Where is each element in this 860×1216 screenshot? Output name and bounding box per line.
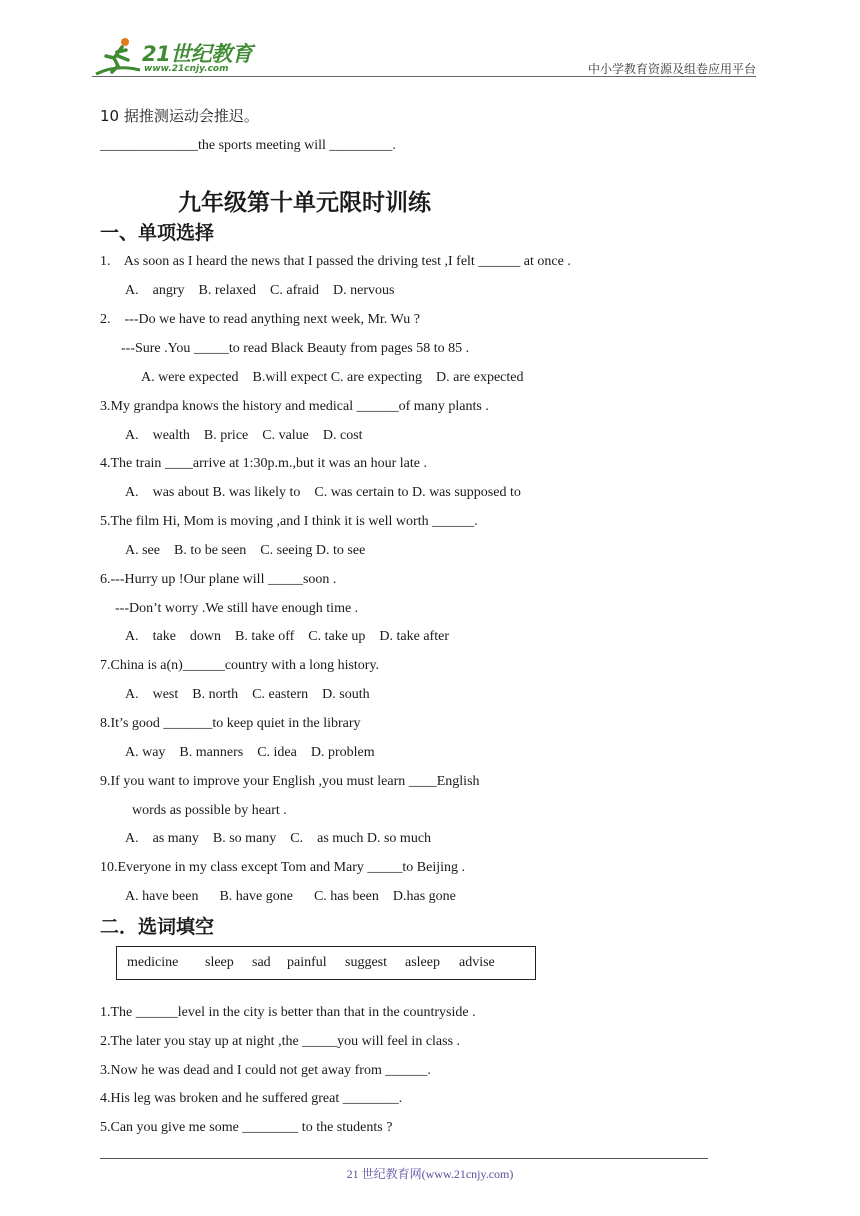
- logo-url: www.21cnjy.com: [144, 64, 229, 74]
- question-8: 8.It’s good _______to keep quiet in the library: [100, 716, 361, 731]
- section1-heading: 一、单项选择: [100, 222, 215, 244]
- options-2: A. were expected B.will expect C. are expecting D. are expected: [141, 370, 524, 385]
- previous-q10-chinese: 10 据推测运动会推迟。: [100, 107, 259, 125]
- question-9-continued: words as possible by heart .: [132, 803, 287, 818]
- question-6: 6.---Hurry up !Our plane will _____soon .: [100, 572, 337, 587]
- word-bank-item: sad: [252, 955, 271, 970]
- options-8: A. way B. manners C. idea D. problem: [125, 745, 375, 760]
- logo: [92, 34, 262, 78]
- page-title: 九年级第十单元限时训练: [178, 190, 431, 216]
- word-bank-item: asleep: [405, 955, 440, 970]
- options-9: A. as many B. so many C. as much D. so much: [125, 831, 432, 846]
- options-4: A. was about B. was likely to C. was certain to D. was supposed to: [125, 485, 521, 500]
- word-bank: [116, 946, 536, 980]
- question-6-reply: ---Don’t worry .We still have enough time .: [115, 601, 359, 616]
- question-2-reply: ---Sure .You _____to read Black Beauty from pages 58 to 85 .: [121, 341, 470, 356]
- word-bank-item: medicine: [127, 955, 179, 970]
- question-3: 3.My grandpa knows the history and medical ______of many plants .: [100, 399, 489, 414]
- options-3: A. wealth B. price C. value D. cost: [125, 428, 363, 443]
- runner-logo-icon: [92, 34, 142, 78]
- header-tagline: 中小学教育资源及组卷应用平台: [587, 62, 756, 76]
- word-bank-item: suggest: [345, 955, 387, 970]
- fill-question-4: 4.His leg was broken and he suffered great ________.: [100, 1091, 403, 1106]
- fill-question-3: 3.Now he was dead and I could not get away from ______.: [100, 1063, 431, 1078]
- options-7: A. west B. north C. eastern D. south: [125, 687, 370, 702]
- logo-text: 21世纪教育: [142, 42, 253, 66]
- fill-question-1: 1.The ______level in the city is better than that in the countryside .: [100, 1005, 476, 1020]
- word-bank-item: painful: [287, 955, 327, 970]
- options-10: A. have been B. have gone C. has been D.has gone: [125, 889, 456, 904]
- question-1: 1. As soon as I heard the news that I passed the driving test ,I felt ______ at once .: [100, 254, 571, 269]
- previous-q10-english: ______________the sports meeting will _________.: [100, 138, 396, 153]
- question-4: 4.The train ____arrive at 1:30p.m.,but it was an hour late .: [100, 456, 427, 471]
- fill-question-5: 5.Can you give me some ________ to the students ?: [100, 1120, 393, 1135]
- page-header: [92, 34, 756, 80]
- question-5: 5.The film Hi, Mom is moving ,and I think it is well worth ______.: [100, 514, 478, 529]
- question-2: 2. ---Do we have to read anything next week, Mr. Wu ?: [100, 312, 420, 327]
- options-6: A. take down B. take off C. take up D. take after: [125, 629, 449, 644]
- options-1: A. angry B. relaxed C. afraid D. nervous: [125, 283, 395, 298]
- options-5: A. see B. to be seen C. seeing D. to see: [125, 543, 366, 558]
- word-bank-item: sleep: [205, 955, 234, 970]
- header-divider: [92, 76, 756, 77]
- question-7: 7.China is a(n)______country with a long history.: [100, 658, 380, 673]
- question-9: 9.If you want to improve your English ,you must learn ____English: [100, 774, 480, 789]
- section2-heading: 二．选词填空: [100, 916, 215, 938]
- footer-divider: [100, 1158, 708, 1159]
- fill-question-2: 2.The later you stay up at night ,the _____you will feel in class .: [100, 1034, 461, 1049]
- word-bank-item: advise: [459, 955, 495, 970]
- footer-text: 21 世纪教育网(www.21cnjy.com): [346, 1167, 514, 1181]
- question-10: 10.Everyone in my class except Tom and Mary _____to Beijing .: [100, 860, 466, 875]
